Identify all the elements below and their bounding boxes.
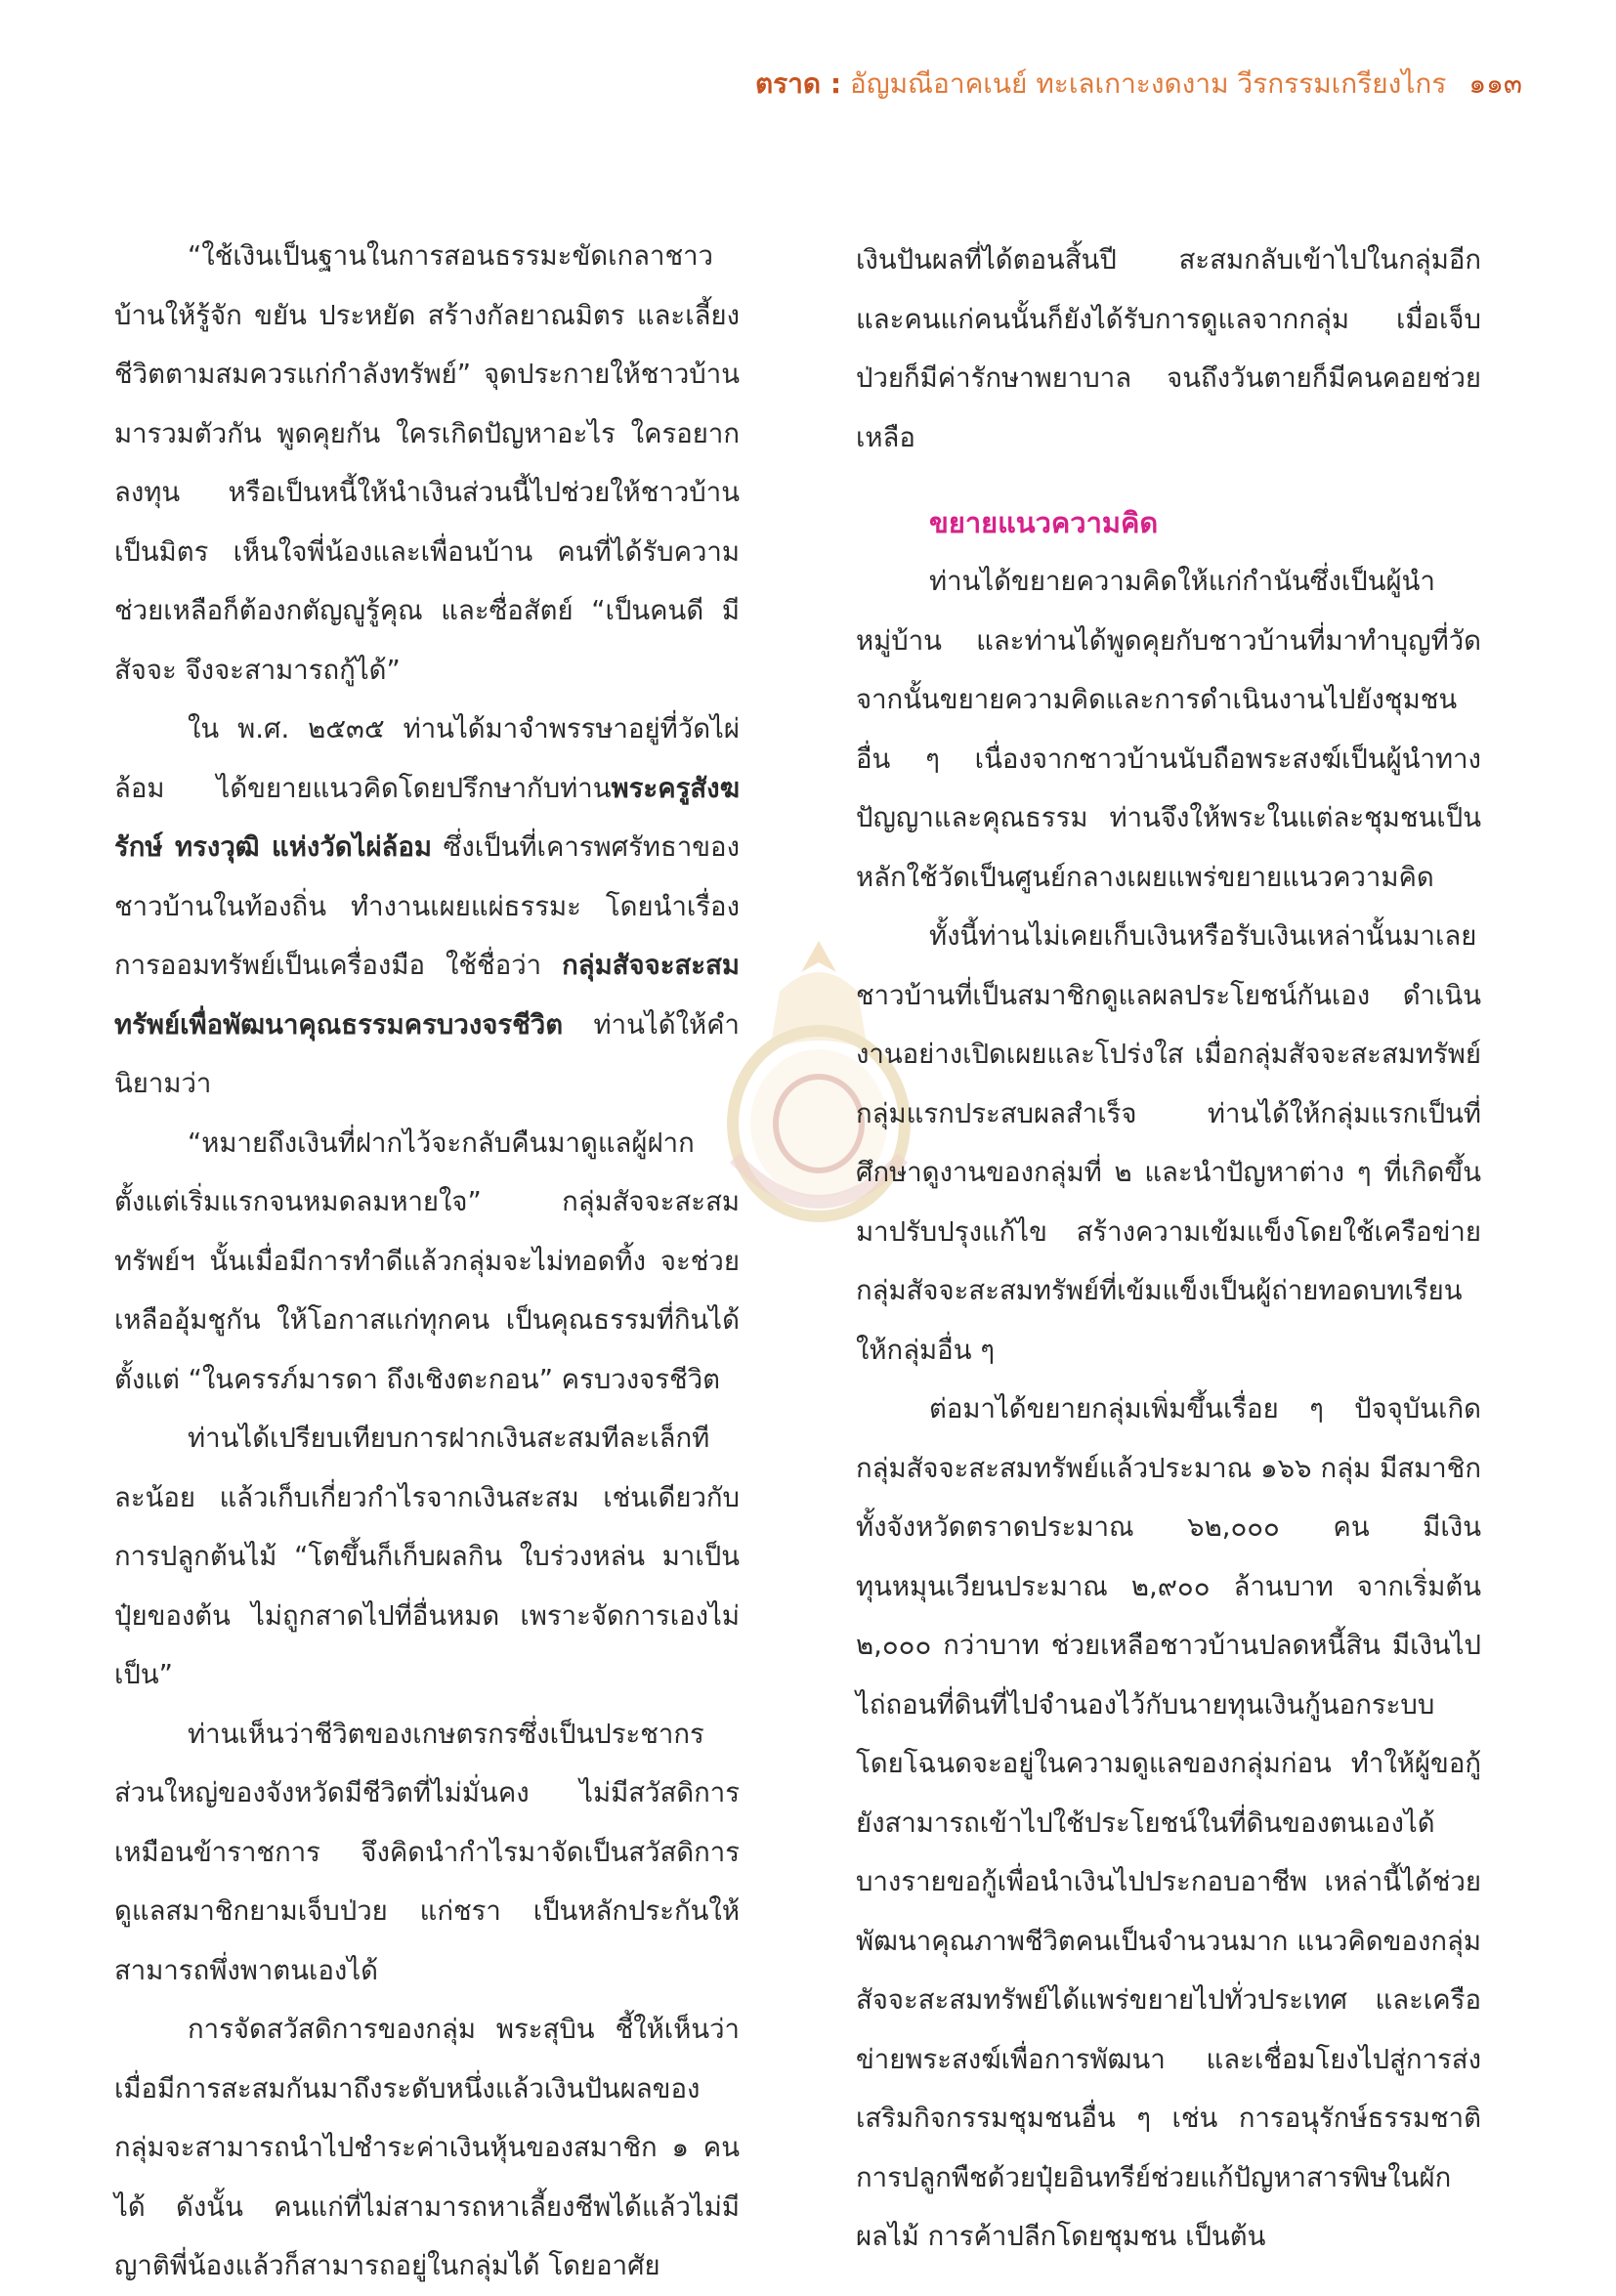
left-column <box>114 227 740 2296</box>
page-number: ๑๑๓ <box>1468 67 1522 100</box>
paragraph: เงินปันผลที่ได้ตอนสิ้นปี สะสมกลับเข้าไปในกลุ่มอีก และคนแก่คนนั้นก็ยังได้รับการดูแลจากกลุ่ม เมื่อเจ็บป่วยก็มีค่ารักษาพยาบาล จนถึงวันตายก็มีคนคอยช่วยเหลือ <box>856 244 1481 453</box>
paragraph: “ใช้เงินเป็นฐานในการสอนธรรมะขัดเกลาชาวบ้านให้รู้จัก ขยัน ประหยัด สร้างกัลยาณมิตร และเลี้ยงชีวิตตามสมควรแก่กำลังทรัพย์” จุดประกายให้ชาวบ้านมารวมตัวกัน พูดคุยกัน ใครเกิดปัญหาอะไร ใครอยากลงทุน หรือเป็นหนี้ให้นำเงินส่วนนี้ไปช่วยให้ชาวบ้านเป็นมิตร เห็นใจพี่น้องและเพื่อนบ้าน คนที่ได้รับความช่วยเหลือก็ต้องกตัญญูรู้คุณ และซื่อสัตย์ “เป็นคนดี มีสัจจะ จึงจะสามารถกู้ได้” <box>114 240 740 686</box>
paragraph: ทั้งนี้ท่านไม่เคยเก็บเงินหรือรับเงินเหล่านั้นมาเลย ชาวบ้านที่เป็นสมาชิกดูแลผลประโยชน์กันเอง ดำเนินงานอย่างเปิดเผยและโปร่งใส เมื่อกลุ่มสัจจะสะสมทรัพย์กลุ่มแรกประสบผลสำเร็จ ท่านได้ให้กลุ่มแรกเป็นที่ศึกษาดูงานของกลุ่มที่ ๒ และนำปัญหาต่าง ๆ ที่เกิดขึ้นมาปรับปรุงแก้ไข สร้างความเข้มแข็งโดยใช้เครือข่ายกลุ่มสัจจะสะสมทรัพย์ที่เข้มแข็งเป็นผู้ถ่ายทอดบทเรียนให้กลุ่มอื่น ๆ <box>856 920 1481 1366</box>
paragraph: การจัดสวัสดิการของกลุ่ม พระสุบิน ชี้ให้เห็นว่าเมื่อมีการสะสมกันมาถึงระดับหนึ่งแล้วเงินปันผลของกลุ่มจะสามารถนำไปชำระค่าเงินหุ้นของสมาชิก ๑ คนได้ ดังนั้น คนแก่ที่ไม่สามารถหาเลี้ยงชีพได้แล้วไม่มีญาติพี่น้องแล้วก็สามารถอยู่ในกลุ่มได้ โดยอาศัย <box>114 2014 740 2281</box>
header-section: ตราด : <box>754 67 842 100</box>
paragraph: ต่อมาได้ขยายกลุ่มเพิ่มขึ้นเรื่อย ๆ ปัจจุบันเกิดกลุ่มสัจจะสะสมทรัพย์แล้วประมาณ ๑๖๖ กลุ่ม มีสมาชิกทั้งจังหวัดตราดประมาณ ๖๒,๐๐๐ คน มีเงินทุนหมุนเวียนประมาณ ๒,๙๐๐ ล้านบาท จากเริ่มต้น ๒,๐๐๐ กว่าบาท ช่วยเหลือชาวบ้านปลดหนี้สิน มีเงินไปไถ่ถอนที่ดินที่ไปจำนองไว้กับนายทุนเงินกู้นอกระบบ โดยโฉนดจะอยู่ในความดูแลของกลุ่มก่อน ทำให้ผู้ขอกู้ยังสามารถเข้าไปใช้ประโยชน์ในที่ดินของตนเองได้ บางรายขอกู้เพื่อนำเงินไปประกอบอาชีพ เหล่านี้ได้ช่วยพัฒนาคุณภาพชีวิตคนเป็นจำนวนมาก แนวคิดของกลุ่มสัจจะสะสมทรัพย์ได้แพร่ขยายไปทั่วประเทศ และเครือข่ายพระสงฆ์เพื่อการพัฒนา และเชื่อมโยงไปสู่การส่งเสริมกิจกรรมชุมชนอื่น ๆ เช่น การอนุรักษ์ธรรมชาติ การปลูกพืชด้วยปุ๋ยอินทรีย์ช่วยแก้ปัญหาสารพิษในผักผลไม้ การค้าปลีกโดยชุมชน เป็นต้น <box>856 1393 1481 2252</box>
monk-name: พระครูสังฆรักษ์ ทรงวุฒิ แห่งวัดไผ่ล้อม <box>114 772 740 863</box>
paragraph <box>114 700 740 1114</box>
paragraph: ท่านได้เปรียบเทียบการฝากเงินสะสมทีละเล็กทีละน้อย แล้วเก็บเกี่ยวกำไรจากเงินสะสม เช่นเดียวกับการปลูกต้นไม้ “โตขึ้นก็เก็บผลกิน ใบร่วงหล่น มาเป็นปุ๋ยของต้น ไม่ถูกสาดไปที่อื่นหมด เพราะจัดการเองไม่เป็น” <box>114 1423 740 1690</box>
right-column <box>856 231 1481 2267</box>
paragraph: ท่านได้ขยายความคิดให้แก่กำนันซึ่งเป็นผู้นำหมู่บ้าน และท่านได้พูดคุยกับชาวบ้านที่มาทำบุญที่วัด จากนั้นขยายความคิดและการดำเนินงานไปยังชุมชนอื่น ๆ เนื่องจากชาวบ้านนับถือพระสงฆ์เป็นผู้นำทางปัญญาและคุณธรรม ท่านจึงให้พระในแต่ละชุมชนเป็นหลักใช้วัดเป็นศูนย์กลางเผยแพร่ขยายแนวความคิด <box>856 566 1481 893</box>
paragraph-text: ท่านได้ให้คำนิยามว่า <box>114 1008 740 1099</box>
section-heading: ขยายแนวความคิด <box>929 506 1159 539</box>
running-header <box>586 64 1522 104</box>
paragraph-text: ซึ่งเป็นที่เคารพศรัทธาของชาวบ้านในท้องถิ่น ทำงานเผยแผ่ธรรมะ โดยนำเรื่องการออมทรัพย์เป็นเครื่องมือ ใช้ชื่อว่า <box>114 831 741 981</box>
paragraph: “หมายถึงเงินที่ฝากไว้จะกลับคืนมาดูแลผู้ฝากตั้งแต่เริ่มแรกจนหมดลมหายใจ” กลุ่มสัจจะสะสมทรัพย์ฯ นั้นเมื่อมีการทำดีแล้วกลุ่มจะไม่ทอดทิ้ง จะช่วยเหลืออุ้มชูกัน ให้โอกาสแก่ทุกคน เป็นคุณธรรมที่กินได้ตั้งแต่ “ในครรภ์มารดา ถึงเชิงตะกอน” ครบวงจรชีวิต <box>114 1127 740 1395</box>
paragraph: ท่านเห็นว่าชีวิตของเกษตรกรซึ่งเป็นประชากรส่วนใหญ่ของจังหวัดมีชีวิตที่ไม่มั่นคง ไม่มีสวัสดิการเหมือนข้าราชการ จึงคิดนำกำไรมาจัดเป็นสวัสดิการดูแลสมาชิกยามเจ็บป่วย แก่ชรา เป็นหลักประกันให้สามารถพึ่งพาตนเองได้ <box>114 1718 740 1986</box>
group-name: กลุ่มสัจจะสะสมทรัพย์เพื่อพัฒนาคุณธรรมครบวงจรชีวิต <box>114 950 740 1041</box>
header-subtitle: อัญมณีอาคเนย์ ทะเลเกาะงดงาม วีรกรรมเกรียงไกร <box>849 67 1447 100</box>
paragraph-text: ใน พ.ศ. ๒๕๓๕ ท่านได้มาจำพรรษาอยู่ที่วัดไผ่ล้อม ได้ขยายแนวคิดโดยปรึกษากับท่าน <box>114 713 740 804</box>
